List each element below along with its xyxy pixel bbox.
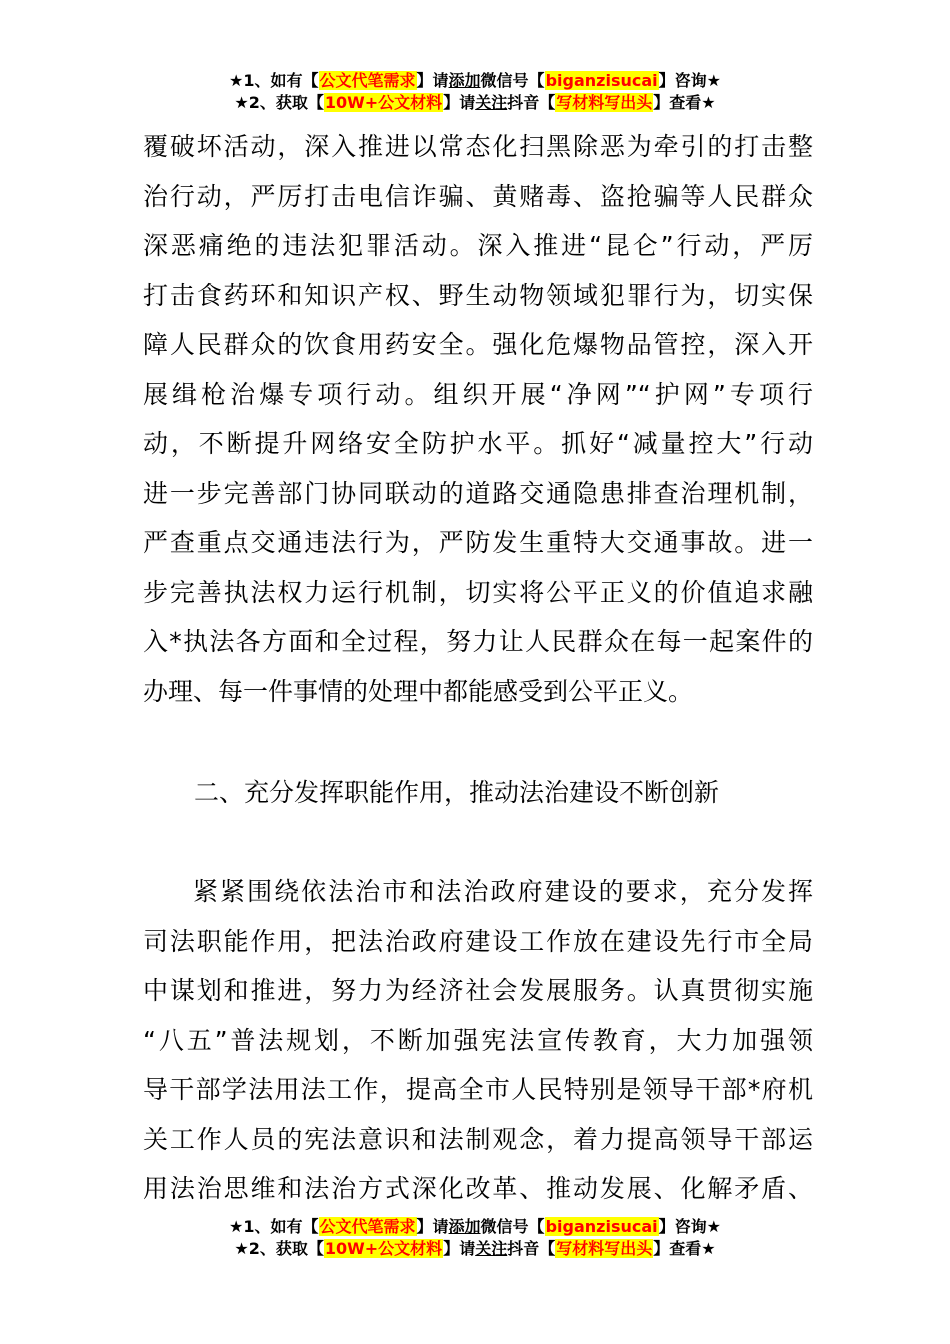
text-line: 深恶痛绝的违法犯罪活动。深入推进“昆仑”行动，严厉 [143, 231, 813, 260]
section-heading: 二、充分发挥职能作用，推动法治建设不断创新 [194, 778, 720, 807]
banner-underline-follow: 关注 [475, 1239, 508, 1258]
text-line: 障人民群众的饮食用药安全。强化危爆物品管控，深入开 [143, 330, 813, 359]
text-line: 办理、每一件事情的处理中都能感受到公平正义。 [143, 676, 694, 706]
text-line: 治行动，严厉打击电信诈骗、黄赌毒、盗抢骗等人民群众 [143, 181, 813, 211]
banner-underline-follow: 关注 [475, 93, 508, 112]
banner-highlight-wechat: biganzisucai [545, 1217, 658, 1236]
text-line: 步完善执法权力运行机制，切实将公平正义的价值追求融 [143, 577, 813, 607]
banner-underline-add: 添加 [448, 1217, 481, 1236]
paragraph-2 [143, 867, 813, 1214]
text-line: 中谋划和推进，努力为经济社会发展服务。认真贯彻实施 [143, 976, 813, 1005]
banner-line-2: ★2、获取【10W+公文材料】请关注抖音【写材料写出头】查看★ [234, 93, 716, 112]
banner-line-1: ★1、如有【公文代笔需求】请添加微信号【biganzisucai】咨询★ [229, 1217, 721, 1236]
text-line: “八五”普法规划，不断加强宪法宣传教育，大力加强领 [143, 1025, 813, 1055]
text-line: 用法治思维和法治方式深化改革、推动发展、化解矛盾、 [143, 1174, 813, 1203]
banner-highlight-service: 公文代笔需求 [319, 1217, 416, 1236]
footer-banner [0, 1216, 950, 1260]
header-banner [0, 70, 950, 114]
paragraph-1 [143, 122, 813, 716]
text-line: 进一步完善部门协同联动的道路交通隐患排查治理机制， [143, 478, 813, 508]
text-line: 紧紧围绕依法治市和法治政府建设的要求，充分发挥 [193, 877, 813, 906]
text-line: 导干部学法用法工作，提高全市人民特别是领导干部*府机 [143, 1075, 813, 1104]
banner-highlight-materials: 10W+公文材料 [324, 93, 443, 112]
banner-line-2: ★2、获取【10W+公文材料】请关注抖音【写材料写出头】查看★ [234, 1239, 716, 1258]
text-line: 入*执法各方面和全过程，努力让人民群众在每一起案件的 [143, 627, 813, 656]
banner-highlight-douyin: 写材料写出头 [556, 1239, 653, 1258]
text-line: 覆破坏活动，深入推进以常态化扫黑除恶为牵引的打击整 [143, 132, 813, 161]
banner-highlight-service: 公文代笔需求 [319, 71, 416, 90]
text-line: 打击食药环和知识产权、野生动物领域犯罪行为，切实保 [143, 280, 813, 310]
text-line: 关工作人员的宪法意识和法制观念，着力提高领导干部运 [143, 1124, 813, 1154]
banner-highlight-wechat: biganzisucai [545, 71, 658, 90]
text-line: 严查重点交通违法行为，严防发生重特大交通事故。进一 [143, 528, 813, 557]
text-line: 动，不断提升网络安全防护水平。抓好“减量控大”行动 [143, 429, 813, 458]
banner-highlight-douyin: 写材料写出头 [556, 93, 653, 112]
banner-highlight-materials: 10W+公文材料 [324, 1239, 443, 1258]
text-line: 展缉枪治爆专项行动。组织开展“净网”“护网”专项行 [143, 379, 813, 409]
banner-line-1: ★1、如有【公文代笔需求】请添加微信号【biganzisucai】咨询★ [229, 71, 721, 90]
banner-underline-add: 添加 [448, 71, 481, 90]
text-line: 司法职能作用，把法治政府建设工作放在建设先行市全局 [143, 926, 813, 956]
